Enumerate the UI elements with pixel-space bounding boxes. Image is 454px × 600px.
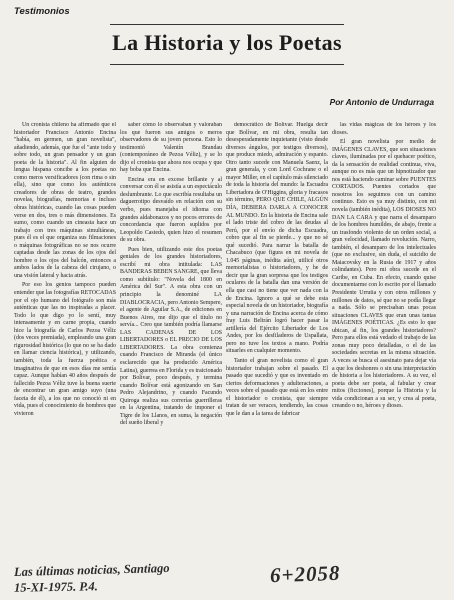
text-column-1 xyxy=(14,122,116,562)
handwritten-source-note: Las últimas noticias, Santiago xyxy=(13,560,170,580)
handwritten-date-note: 15-XI-1975. P.4. xyxy=(13,579,98,595)
handwritten-archive-code: 6+2058 xyxy=(269,560,341,588)
paragraph: Encina era en excese brillante y al conversar con él se asistía a un espectáculo deslumbrante. Lo que escribía resultaba un daguerrotipo desvaído en relación con su verbo, pues manejaba el idioma con grandes aldabonazos y no pocos errores de concordancia que fueron suplidos por Leopoldo Castedo, quien hizo el resumen de su obra. xyxy=(120,176,222,244)
article-title: La Historia y los Poetas xyxy=(112,30,342,55)
title-bottom-rule xyxy=(110,64,344,65)
paragraph: Un cronista chileno ha afirmado que el historiador Francisco Antonio Encina "había, en germen, un gran novelista", añadiendo, además, que fue el "ante todo y sobre todo, un gran pensador y un gran poeta de la historia". Al fin alguien de lengua hispana concibe a los poetas no como meros versificadores (con rima o sin ella), sino que como los auténticos creadores de obras de teatro, grandes novelas, biografías, memorias e incluso obras históricas, cuando las cosas pueden verse en dos, tres o más dimensiones. Es sumo, como cuando un cineasta hace un trabajo con tres máquinas simultáneas, pues él es el que organiza sus filmaciones o máquinas fotográficas no se nos ocurre captadas desde las zonas de los ojos del hombre o los ojos del balcón, entonces a ambos lados de la cabeza del cirujano, o una visión lateral y hacia atrás. xyxy=(14,122,116,279)
byline: Por Antonio de Undurraga xyxy=(329,97,434,107)
text-column-2 xyxy=(120,122,222,562)
paragraph: El gran novelista por medio de IMÁGENES CLAVES, que son situaciones claves, iluminadas por el quehacer poético, da la sensación de realidad continua, viva, aunque no es más que un hipnotizador que nos está haciendo caminar sobre PUENTES CORTADOS. Puentes cortados que nosotros los seguimos con un camino continuo. Esto es ya muy distinto, con mi novela (también inédita), LOS DIOSES NO DAN LA CARA y que narra el desamparo de los hombres humildes, de abajo, frente a un trasfondo violento de un orden social, a gran velocidad, llamado revolución. Narro, también, el desamparo de los intelectuales (que no exclusive, sin duda, el suicidio de Maiacovsky en la Rusia de 1917 y años colindantes). Pero mi obra sucede en el Caribe, en Cuba. En efecto, cuando quise documentarme con lo escrito por el llamado Presidente Urrutia y con otros millones y millones de datos, sé que no se podía llegar a nada. Sólo se precisaban unas pocas situaciones CLAVES que eran unas tantas IMÁGENES POÉTICAS. ¿Es esto lo que ubican, al fin, los grandes historiadores? Pero para ellos está vedado el trabajo de las zonas muy poco detalladas, o el de las sociedades secretas en la misma situación. A veces se busca el asesinato para dejar vía a que los deshonres o sin una interpretación de historia a los historiadores. A su vez, el poeta debe ser poeta, al fabular y crear mitos (ficciones), porque la Historia y la vida condicionan a su ser, y crea al poeta, creando o no, héroes y dioses. xyxy=(332,139,436,410)
paragraph: las vidas mágicas de los héroes y los dioses. xyxy=(332,122,436,136)
section-label: Testimonios xyxy=(14,6,70,17)
text-column-3 xyxy=(226,122,328,562)
paragraph: democrático de Bolívar. Huelga decir que Bolívar, en mi obra, resulta tan desesperadamente inquietante (visto desde diversos ángulos, por testigos diversos), que produce miedo, admiración y espanto. Otro tanto sucede con Manuela Saenz, la gran generala, y con Lord Cochrane o el mayor Miller, en el capítulo más silenciado de toda la historia del mundo: la Escuadra Libertadora de O'Higgins, gloria y fracasos sin término, PERO QUE CHILE, ALGÚN DÍA, DEBIERA DARLA A CONOCER AL MUNDO. En la historia de Encina sale el lado triste del cobro de las deudas al Perú, por el envío de dicha Escuadra, cobro que al fin se pierde... y que no sé qué sucedió. Para narrar la batalla de Chacabuco (que figura en mi novela de 1.045 páginas, inédita aún), utilicé otros memorialistas o historiadores, y he de decir que la gran sorpresa que los testigos oculares de la batalla dan una versión de ella que casi no tiene que ver nada con la de Encina. Ignoro a qué se debe esta especial novela de un historiador, biografía y una narración de Encina acerca de cómo fray Luis Beltrán logró hacer pasar la artillería del Ejército Libertador de Los Andes, por los desfiladeros de Uspallata, pero no tuve los textos a mano. Podría situarles en cualquier momento. xyxy=(226,122,328,355)
text-column-4 xyxy=(332,122,436,562)
paragraph: saber cómo lo observaban y valoraban los que fueron sus amigos o meros observadores de su joven persona. Esto lo testimonió Valentín Brandau (contemporáneo de Pezoa Véliz), y se lo dijo el cronista que ahora nos ocupa y que hay boba que Encina. xyxy=(120,122,222,174)
paragraph: Pues bien, utilizando este dos poetas geniales de los grandes historiadores, escribí mi obra intitulada: LAS BANDERAS BEBEN SANGRE, que lleva como subtítulo: "Novela del 1800 en América del Sur". A esta obra con un principio la denominé LA DIABLOCRACIA, pero Antonio Sempere, el agente de Aguilar S.A., de ediciones en Buenos Aires, me dijo que el título no servía... Creo que también podría llamarse LAS CADENAS DE LOS LIBERTADORES o EL PRECIO DE LOS LIBERTADORES. La obra comienza cuando Francisco de Miranda (el único esclarecido que ha producido América Latina), guerrea en Florida y es traicionado por Bolívar, poco después, y termina cuando Bolívar está agonizando en San Pedro Alejandrino, y cuando Facundo Quiroga realiza sus correrías guerrilleras en la Argentina, tratando de imponer el Tigre de los Llanos, en suma, la negación del sueño liberal y xyxy=(120,246,222,427)
paragraph: Tanto el gran novelista como el gran historiador trabajan sobre el pasado. El pasado que sucedió y que es inventado en ciertos deformaciones y adulteraciones, a veces sobre el pasado que está en los entre el historiador o cronista, que siempre tratan de ser veraces, tendiendo, las cosas que le dan a la tarea de fabricar xyxy=(226,357,328,417)
paragraph: Por eso los genios tampoco pueden entender que las fotografías RETOCADAS por el ojo humano del fotógrafo son más auténticas que las no inspiradas a placer. Todo lo que digo yo lo sentí, muy intensamente y en carne propia, cuando hice la biografía de Carlos Pezoa Véliz (dos veces premiada), empleando una gran rigurosidad histórica (lo que no se ha dado en llamar ciencia histórica), y utilizando, también, toda la fuerza poética e imaginativa de que en esos días me sentía capaz. Aunque habían 40 años después de fallecido Pezoa Véliz tuve la buena suerte de encontrar un gran amigo suyo (una faceta de él), a los que no conoció ni en vida, pues el conocimiento de hombres que vivieron xyxy=(14,282,116,417)
title-top-rule xyxy=(110,24,344,25)
